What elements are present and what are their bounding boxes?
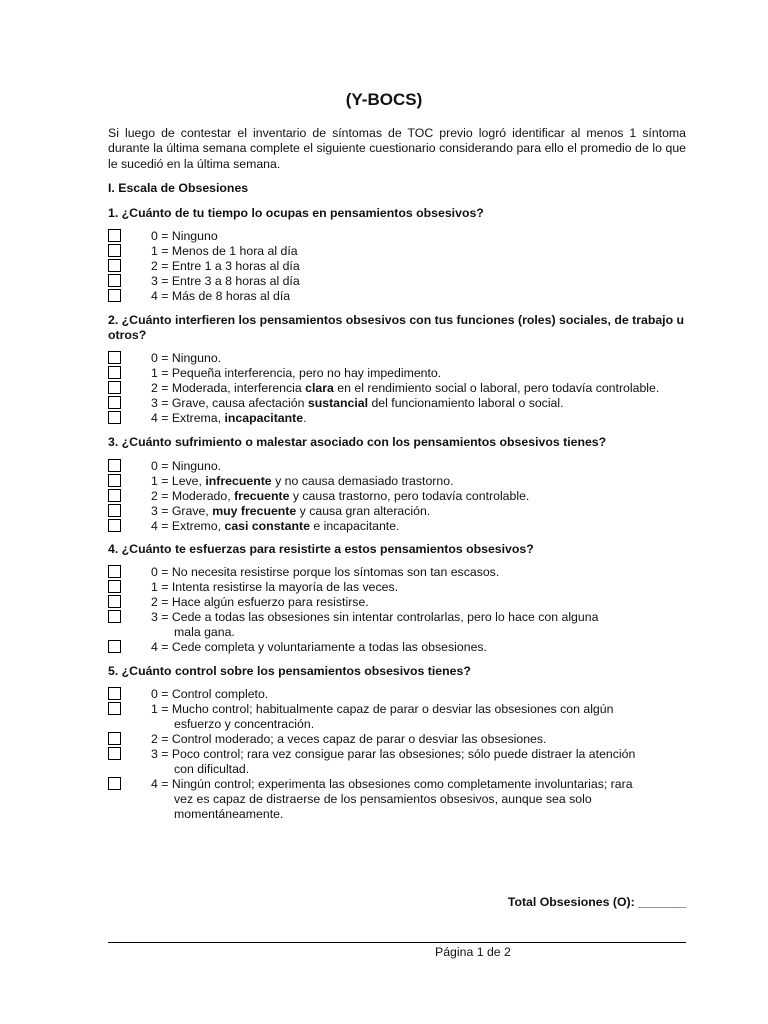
option-text	[151, 595, 369, 610]
option-text-part: 1 = Mucho control; habitualmente capaz de parar o desviar las obsesiones con algún	[151, 702, 614, 716]
option-text-part: 3 = Cede a todas las obsesiones sin intentar controlarlas, pero lo hace con alguna	[151, 610, 599, 624]
option-text	[151, 489, 529, 504]
option-text	[151, 732, 546, 747]
checkbox[interactable]	[108, 411, 121, 424]
option-text-part: 2 = Control moderado; a veces capaz de parar o desviar las obsesiones.	[151, 732, 547, 746]
option-text-part: .	[303, 411, 307, 425]
option-text	[151, 381, 659, 396]
question-5: 5. ¿Cuánto control sobre los pensamientos obsesivos tienes?	[108, 664, 471, 678]
checkbox[interactable]	[108, 274, 121, 287]
checkbox[interactable]	[108, 289, 121, 302]
option-text-part: 0 = Ninguno.	[151, 351, 222, 365]
option-row	[0, 396, 768, 411]
checkbox[interactable]	[108, 351, 121, 364]
option-text-part: 3 = Grave, causa afectación	[151, 396, 308, 410]
option-text	[151, 229, 218, 244]
question-4-options	[0, 565, 768, 655]
option-row	[0, 792, 768, 807]
checkbox[interactable]	[108, 229, 121, 242]
option-row	[0, 687, 768, 702]
option-text	[174, 625, 235, 640]
option-text	[151, 702, 613, 717]
option-text	[151, 610, 598, 625]
option-row	[0, 411, 768, 426]
option-text-part: en el rendimiento social o laboral, pero todavía controlable.	[333, 381, 660, 395]
option-emphasis: clara	[305, 381, 334, 395]
option-emphasis: sustancial	[307, 396, 369, 410]
checkbox[interactable]	[108, 595, 121, 608]
checkbox[interactable]	[108, 381, 121, 394]
option-row	[0, 504, 768, 519]
option-row	[0, 244, 768, 259]
option-text-part: e incapacitante.	[309, 519, 400, 533]
option-text-part: y causa trastorno, pero todavía controlable.	[289, 489, 530, 503]
option-text	[174, 762, 249, 777]
option-text-part: 0 = Ninguno	[151, 229, 218, 243]
option-text	[174, 717, 314, 732]
checkbox[interactable]	[108, 259, 121, 272]
option-row	[0, 366, 768, 381]
checkbox[interactable]	[108, 474, 121, 487]
option-text	[151, 640, 487, 655]
option-row	[0, 229, 768, 244]
option-row	[0, 565, 768, 580]
option-text-part: y no causa demasiado trastorno.	[271, 474, 454, 488]
option-row	[0, 351, 768, 366]
option-emphasis: frecuente	[234, 489, 290, 503]
option-text	[151, 411, 307, 426]
option-text-part: mala gana.	[174, 625, 235, 639]
total-label: Total Obsesiones (O)	[507, 895, 631, 909]
option-text-part: 3 = Poco control; rara vez consigue parar las obsesiones; sólo puede distraer la atención	[151, 747, 636, 761]
total-obsesiones	[508, 895, 686, 909]
option-text	[151, 474, 453, 489]
option-text-part: con dificultad.	[174, 762, 250, 776]
question-2-options	[0, 351, 768, 426]
checkbox[interactable]	[108, 640, 121, 653]
option-row	[0, 289, 768, 304]
option-text-part: 0 = Control completo.	[151, 687, 269, 701]
option-text-part: 0 = Ninguno.	[151, 459, 222, 473]
option-row	[0, 519, 768, 534]
option-text	[151, 351, 221, 366]
option-text	[151, 366, 441, 381]
page-number: Página 1 de 2	[435, 945, 511, 959]
total-blank: : _______	[630, 895, 686, 909]
checkbox[interactable]	[108, 244, 121, 257]
checkbox[interactable]	[108, 459, 121, 472]
option-text-part: 0 = No necesita resistirse porque los síntomas son tan escasos.	[151, 565, 500, 579]
option-text-part: y causa gran alteración.	[296, 504, 431, 518]
option-text	[151, 459, 221, 474]
checkbox[interactable]	[108, 396, 121, 409]
checkbox[interactable]	[108, 777, 121, 790]
option-text	[151, 259, 300, 274]
option-row	[0, 474, 768, 489]
option-text-part: 3 = Entre 3 a 8 horas al día	[151, 274, 300, 288]
option-row	[0, 489, 768, 504]
question-3: 3. ¿Cuánto sufrimiento o malestar asociado con los pensamientos obsesivos tienes?	[108, 435, 607, 449]
option-row	[0, 459, 768, 474]
option-text-part: 2 = Entre 1 a 3 horas al día	[151, 259, 300, 273]
checkbox[interactable]	[108, 565, 121, 578]
option-text-part: 1 = Leve,	[151, 474, 206, 488]
option-text	[151, 687, 268, 702]
option-text-part: 4 = Extremo,	[151, 519, 225, 533]
option-text-part: 4 = Cede completa y voluntariamente a todas las obsesiones.	[151, 640, 487, 654]
option-row	[0, 595, 768, 610]
option-text-part: 2 = Moderada, interferencia	[151, 381, 306, 395]
option-row	[0, 610, 768, 625]
option-emphasis: incapacitante	[224, 411, 304, 425]
option-text-part: 4 = Más de 8 horas al día	[151, 289, 291, 303]
option-emphasis: muy frecuente	[212, 504, 297, 518]
checkbox[interactable]	[108, 366, 121, 379]
option-text	[151, 396, 564, 411]
option-row	[0, 274, 768, 289]
option-text	[151, 747, 635, 762]
option-text-part: 2 = Moderado,	[151, 489, 235, 503]
option-text-part: vez es capaz de distraerse de los pensamientos obsesivos, aunque sea solo	[174, 792, 592, 806]
option-text-part: 1 = Menos de 1 hora al día	[151, 244, 298, 258]
option-row	[0, 640, 768, 655]
option-row	[0, 625, 768, 640]
option-row	[0, 747, 768, 762]
option-text-part: 4 = Extrema,	[151, 411, 225, 425]
checkbox[interactable]	[108, 610, 121, 623]
option-emphasis: casi constante	[224, 519, 310, 533]
question-2: 2. ¿Cuánto interfieren los pensamientos obsesivos con tus funciones (roles) sociales, de trabajo u otros?	[108, 313, 685, 342]
option-text-part: momentáneamente.	[174, 807, 284, 821]
option-text	[151, 504, 430, 519]
checkbox[interactable]	[108, 747, 121, 760]
option-text	[151, 580, 398, 595]
question-1: 1. ¿Cuánto de tu tiempo lo ocupas en pensamientos obsesivos?	[108, 206, 484, 220]
option-row	[0, 702, 768, 717]
document-title: (Y-BOCS)	[345, 90, 423, 109]
option-text	[151, 565, 499, 580]
checkbox[interactable]	[108, 489, 121, 502]
checkbox[interactable]	[108, 702, 121, 715]
option-text	[174, 807, 283, 822]
option-emphasis: infrecuente	[205, 474, 272, 488]
option-text	[151, 777, 633, 792]
checkbox[interactable]	[108, 519, 121, 532]
question-4: 4. ¿Cuánto te esfuerzas para resistirte a estos pensamientos obsesivos?	[108, 542, 534, 556]
question-1-options	[0, 229, 768, 304]
option-text-part: esfuerzo y concentración.	[174, 717, 315, 731]
question-5-options	[0, 687, 768, 822]
footer-rule	[108, 942, 686, 943]
checkbox[interactable]	[108, 580, 121, 593]
option-text	[151, 519, 399, 534]
option-text-part: 1 = Pequeña interferencia, pero no hay impedimento.	[151, 366, 442, 380]
option-row	[0, 762, 768, 777]
option-text-part: 4 = Ningún control; experimenta las obsesiones como completamente involuntarias; rara	[151, 777, 633, 791]
option-row	[0, 259, 768, 274]
option-row	[0, 381, 768, 396]
option-row	[0, 580, 768, 595]
option-text-part: 2 = Hace algún esfuerzo para resistirse.	[151, 595, 369, 609]
option-text	[174, 792, 592, 807]
checkbox[interactable]	[108, 504, 121, 517]
question-3-options	[0, 459, 768, 534]
option-text-part: 1 = Intenta resistirse la mayoría de las veces.	[151, 580, 399, 594]
option-text-part: del funcionamiento laboral o social.	[368, 396, 564, 410]
option-row	[0, 732, 768, 747]
checkbox[interactable]	[108, 687, 121, 700]
option-row	[0, 777, 768, 792]
option-row	[0, 717, 768, 732]
option-text	[151, 274, 300, 289]
option-row	[0, 807, 768, 822]
option-text-part: 3 = Grave,	[151, 504, 213, 518]
section-title: I. Escala de Obsesiones	[108, 181, 249, 195]
option-text	[151, 244, 298, 259]
option-text	[151, 289, 290, 304]
intro-paragraph: Si luego de contestar el inventario de síntomas de TOC previo logró identificar al menos 1 síntoma durante la última semana complete el siguiente cuestionario considerando para ello el promedio de lo que le sucedió en la última semana.	[108, 126, 686, 171]
checkbox[interactable]	[108, 732, 121, 745]
